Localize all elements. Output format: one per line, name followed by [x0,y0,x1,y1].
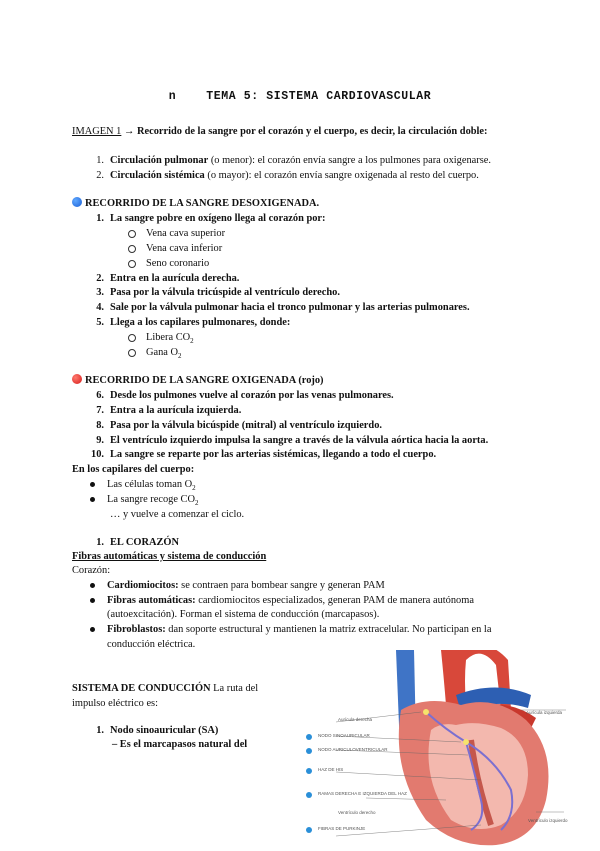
label-nodo-sa: NODO SINOAURICULAR [318,733,370,738]
step-text: Pasa por la válvula bicúspide (mitral) al ventrículo izquierdo. [110,420,382,431]
vein-item [128,227,225,240]
circ-rest: (o mayor): el corazón envía sangre oxigenada al resto del cuerpo. [204,170,479,181]
bullet-icon [90,497,95,502]
item-text: cardiomiocitos especializados, generan PAM de manera autónoma [195,595,474,606]
circ-rest: (o menor): el corazón envía sangre a los pulmones para oxigenarse. [208,155,491,166]
deoxy-step [86,301,470,314]
capilar-text: La sangre recoge CO [107,494,195,505]
conduccion-text: La ruta del [210,683,259,694]
title-prefix: n [168,90,177,103]
deoxy-step [86,316,290,329]
sa-node [423,709,429,715]
conduccion-heading: SISTEMA DE CONDUCCIÓN [72,683,211,694]
gas-sub: 2 [190,337,194,346]
item-term: Fibras automáticas: [107,595,196,606]
bullet-icon [90,482,95,487]
corazon-item-cont: (autoexcitación). Forman el sistema de conducción (marcapasos). [107,609,380,620]
corazon-heading-text: EL CORAZÓN [110,537,179,548]
capilar-sub: 2 [192,484,196,493]
circle-bullet-icon [128,334,136,342]
corazon-subheading: Fibras automáticas y sistema de conducción [72,551,267,562]
badge-icon [306,734,312,740]
corazon-item [90,623,491,636]
circle-bullet-icon [128,230,136,238]
oxy-step [86,419,382,432]
step-num: 6. [96,390,104,401]
label-haz: HAZ DE HIS [318,767,344,772]
label-auricula-derecha: Aurícula derecha [338,717,373,722]
vein-item [128,242,222,255]
step-num: 8. [96,420,104,431]
circle-bullet-icon [128,260,136,268]
page-title [0,90,600,103]
item-text: se contraen para bombear sangre y generan PAM [178,580,385,591]
badge-icon [306,768,312,774]
title-text: TEMA 5: SISTEMA CARDIOVASCULAR [206,90,432,103]
step-num: 5. [96,317,104,328]
oxy-step [86,434,488,447]
bullet-icon [90,583,95,588]
label-auricula-izquierda: Aurícula izquierda [526,710,563,715]
deoxy-heading [72,197,319,210]
step-text: Sale por la válvula pulmonar hacia el tronco pulmonar y las arterias pulmonares. [110,302,470,313]
conduccion-item [86,724,218,737]
step-text: El ventrículo izquierdo impulsa la sangre a través de la válvula aórtica hacia la aorta. [110,435,489,446]
gas-item [128,346,182,363]
gas-sub: 2 [178,352,182,361]
circ-num: 1. [96,155,104,166]
label-ventriculo-izquierdo: Ventrículo izquierdo [528,818,568,823]
step-text: La sangre pobre en oxígeno llega al corazón por: [110,213,326,224]
step-text: La sangre se reparte por las arterias sistémicas, llegando a todo el cuerpo. [110,449,437,460]
conduccion-line [72,682,258,695]
corazon-item-cont: conducción eléctrica. [107,639,196,650]
imagen-text: Recorrido de la sangre por el corazón y el cuerpo, es decir, la circulación doble: [136,126,488,137]
bullet-icon [90,627,95,632]
vein-text: Vena cava superior [146,228,226,239]
step-num: 4. [96,302,104,313]
gas-text: Gana O [146,347,179,358]
circ-item-1 [86,154,491,167]
imagen-label: IMAGEN 1 [72,126,122,137]
conduccion-line-2: impulso eléctrico es: [72,698,158,709]
deoxy-step [86,272,239,285]
red-circle-icon [72,374,82,384]
label-nodo-av: NODO AURICULOVENTRICULAR [318,747,388,752]
badge-icon [306,792,312,798]
badge-icon [306,827,312,833]
rest-text: del [231,739,248,750]
deoxy-heading-text: RECORRIDO DE LA SANGRE DESOXIGENADA. [85,198,320,209]
bullet-icon [90,598,95,603]
step-num: 9. [96,435,104,446]
label-fibras: FIBRAS DE PURKINJE [318,826,366,831]
imagen-arrow: → [123,126,135,137]
step-text: Llega a los capilares pulmonares, donde: [110,317,291,328]
deoxy-step [86,286,340,299]
item-term: Fibroblastos: [107,624,166,635]
blue-circle-icon [72,197,82,207]
oxy-heading-text: RECORRIDO DE LA SANGRE OXIGENADA (rojo) [85,375,324,386]
step-num: 3. [96,287,104,298]
label-ventriculo-derecho: Ventrículo derecho [338,810,376,815]
oxy-step [86,404,241,417]
item-title: Nodo sinoauricular (SA) [110,725,219,736]
step-text: Pasa por la válvula tricúspide al ventrículo derecho. [110,287,340,298]
corazon-item [90,594,474,607]
deoxy-step-1 [86,212,326,225]
step-num: 1. [96,213,104,224]
corazon-heading [86,536,179,549]
gas-text: Libera CO [146,332,191,343]
corazon-intro: Corazón: [72,565,111,576]
label-ramas: RAMAS DERECHA E IZQUIERDA DEL HAZ [318,791,407,796]
step-text: Entra a la aurícula izquierda. [110,405,242,416]
oxy-step [86,448,436,461]
capilar-sub: 2 [195,499,199,508]
vein-text: Vena cava inferior [146,243,223,254]
corazon-item [90,579,385,592]
bold-text: marcapasos natural [143,739,232,750]
item-text: dan soporte estructural y mantienen la matriz extracelular. No participan en la [165,624,492,635]
cycle-closing: … y vuelve a comenzar el ciclo. [110,509,245,520]
badge-icon [306,748,312,754]
capilares-heading: En los capilares del cuerpo: [72,464,195,475]
vein-text: Seno coronario [146,258,210,269]
oxy-heading [72,374,324,387]
circ-num: 2. [96,170,104,181]
vein-item [128,257,209,270]
oxy-step [86,389,394,402]
section-num: 1. [96,537,104,548]
heart-diagram [296,650,596,848]
circle-bullet-icon [128,349,136,357]
av-node [463,739,469,745]
imagen-line [72,125,488,138]
item-term: Cardiomiocitos: [107,580,179,591]
capilar-text: Las células toman O [107,479,193,490]
item-num: 1. [96,725,104,736]
circle-bullet-icon [128,245,136,253]
circ-item-2 [86,169,479,182]
circ-term: Circulación pulmonar [110,155,209,166]
step-text: Desde los pulmones vuelve al corazón por las venas pulmonares. [110,390,394,401]
step-text: Entra en la aurícula derecha. [110,273,240,284]
step-num: 7. [96,405,104,416]
dash-text: – Es el [112,739,144,750]
conduccion-sub [112,738,247,751]
circ-term: Circulación sistémica [110,170,205,181]
step-num: 10. [91,449,104,460]
step-num: 2. [96,273,104,284]
